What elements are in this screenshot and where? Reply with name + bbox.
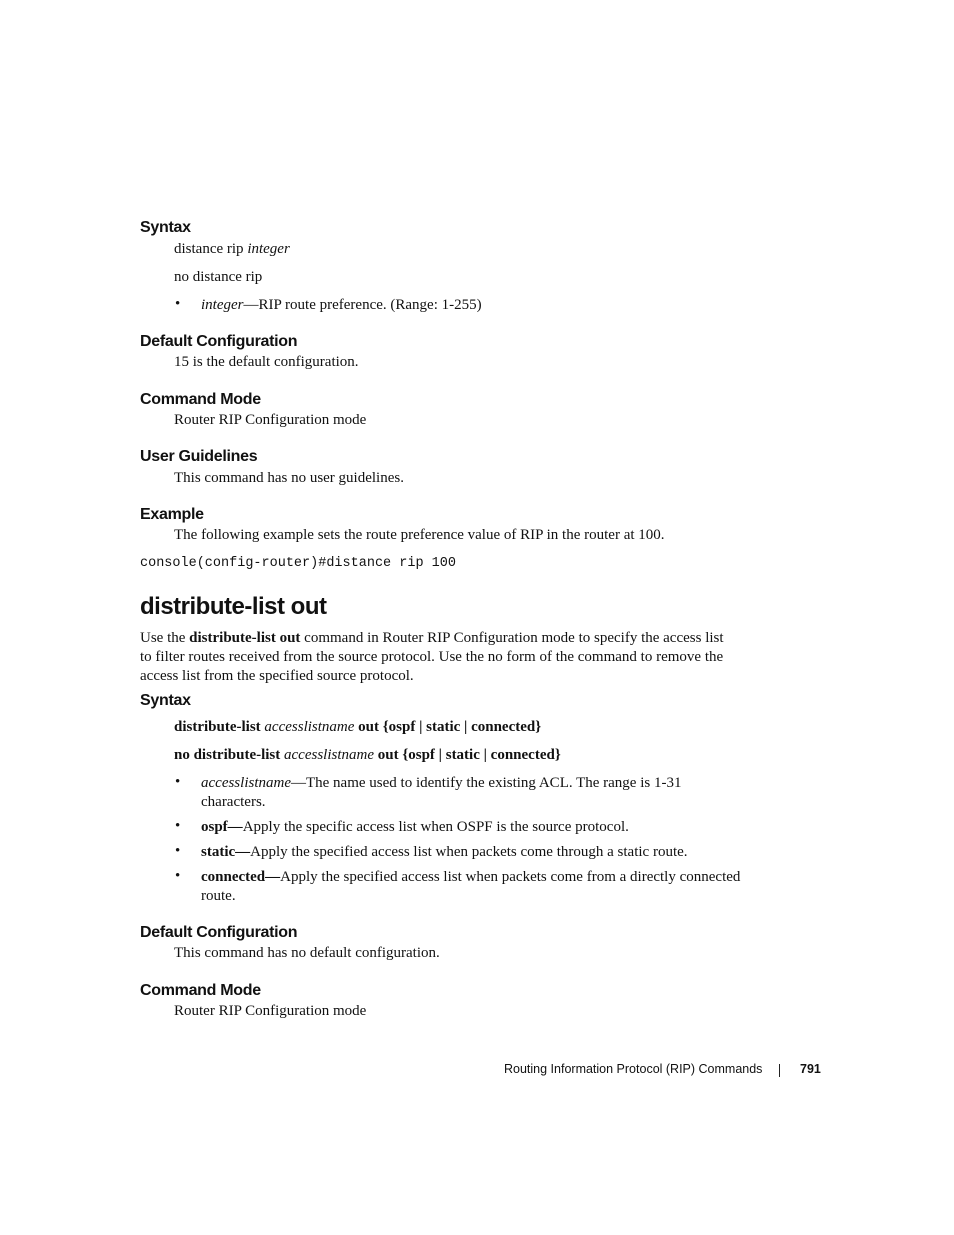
syntax2-options: out {ospf | static | connected} bbox=[358, 719, 542, 735]
bullet-marker: • bbox=[175, 774, 181, 790]
parameter-term: integer bbox=[201, 297, 244, 313]
bullet-marker: • bbox=[175, 296, 181, 312]
intro-line-3: access list from the specified source protocol. bbox=[140, 668, 414, 684]
param-accesslistname bbox=[201, 774, 681, 793]
param-description: Apply the specific access list when OSPF is the source protocol. bbox=[242, 819, 629, 835]
parameter-description: —RIP route preference. (Range: 1-255) bbox=[243, 297, 482, 313]
command-mode-heading-2: Command Mode bbox=[140, 982, 261, 999]
param-term: static— bbox=[201, 844, 251, 860]
intro-line-2: to filter routes received from the source protocol. Use the no form of the command to remove the bbox=[140, 649, 724, 665]
param-term: connected— bbox=[201, 869, 281, 885]
syntax-line-1 bbox=[174, 240, 290, 259]
param-static bbox=[201, 843, 688, 862]
user-guidelines-text: This command has no user guidelines. bbox=[174, 470, 404, 486]
bullet-marker: • bbox=[175, 868, 181, 884]
footer-separator bbox=[779, 1064, 780, 1077]
param-term: accesslistname bbox=[201, 775, 291, 791]
param-connected bbox=[201, 868, 740, 887]
param-term: ospf— bbox=[201, 819, 243, 835]
default-config-text-2: This command has no default configuration. bbox=[174, 945, 440, 961]
bullet-marker: • bbox=[175, 843, 181, 859]
param-accesslistname-cont: characters. bbox=[201, 794, 266, 810]
syntax-heading: Syntax bbox=[140, 219, 191, 236]
param-connected-cont: route. bbox=[201, 888, 236, 904]
param-description: Apply the specified access list when packets come from a directly connected bbox=[280, 869, 741, 885]
default-config-heading-2: Default Configuration bbox=[140, 924, 298, 941]
example-heading: Example bbox=[140, 506, 204, 523]
command-mode-heading: Command Mode bbox=[140, 391, 261, 408]
syntax2-no-options: out {ospf | static | connected} bbox=[377, 747, 561, 763]
intro-prefix: Use the bbox=[140, 630, 190, 646]
default-config-text: 15 is the default configuration. bbox=[174, 354, 359, 370]
syntax-argument: integer bbox=[247, 241, 290, 257]
example-text: The following example sets the route preference value of RIP in the router at 100. bbox=[174, 527, 665, 543]
syntax2-argument: accesslistname bbox=[264, 719, 355, 735]
param-ospf bbox=[201, 818, 629, 837]
example-code: console(config-router)#distance rip 100 bbox=[140, 556, 456, 571]
syntax-command: distance rip bbox=[174, 241, 244, 257]
syntax2-line-1 bbox=[174, 718, 541, 737]
intro-line-1 bbox=[140, 629, 724, 648]
default-config-heading: Default Configuration bbox=[140, 333, 298, 350]
param-description: —The name used to identify the existing ACL. The range is 1-31 bbox=[290, 775, 682, 791]
bullet-marker: • bbox=[175, 818, 181, 834]
syntax2-no-command: no distribute-list bbox=[174, 747, 281, 763]
section-title: distribute-list out bbox=[140, 593, 327, 620]
syntax2-command: distribute-list bbox=[174, 719, 261, 735]
syntax2-no-argument: accesslistname bbox=[284, 747, 374, 763]
footer-chapter-title: Routing Information Protocol (RIP) Commands bbox=[504, 1062, 763, 1076]
page-number: 791 bbox=[800, 1062, 821, 1076]
syntax2-line-2 bbox=[174, 746, 561, 765]
parameter-integer bbox=[201, 296, 482, 315]
intro-command: distribute-list out bbox=[189, 630, 301, 646]
user-guidelines-heading: User Guidelines bbox=[140, 448, 258, 465]
intro-suffix: command in Router RIP Configuration mode to specify the access list bbox=[300, 630, 724, 646]
syntax-line-2: no distance rip bbox=[174, 269, 263, 285]
param-description: Apply the specified access list when packets come through a static route. bbox=[250, 844, 688, 860]
syntax-heading-2: Syntax bbox=[140, 692, 191, 709]
command-mode-text: Router RIP Configuration mode bbox=[174, 412, 367, 428]
command-mode-text-2: Router RIP Configuration mode bbox=[174, 1003, 367, 1019]
